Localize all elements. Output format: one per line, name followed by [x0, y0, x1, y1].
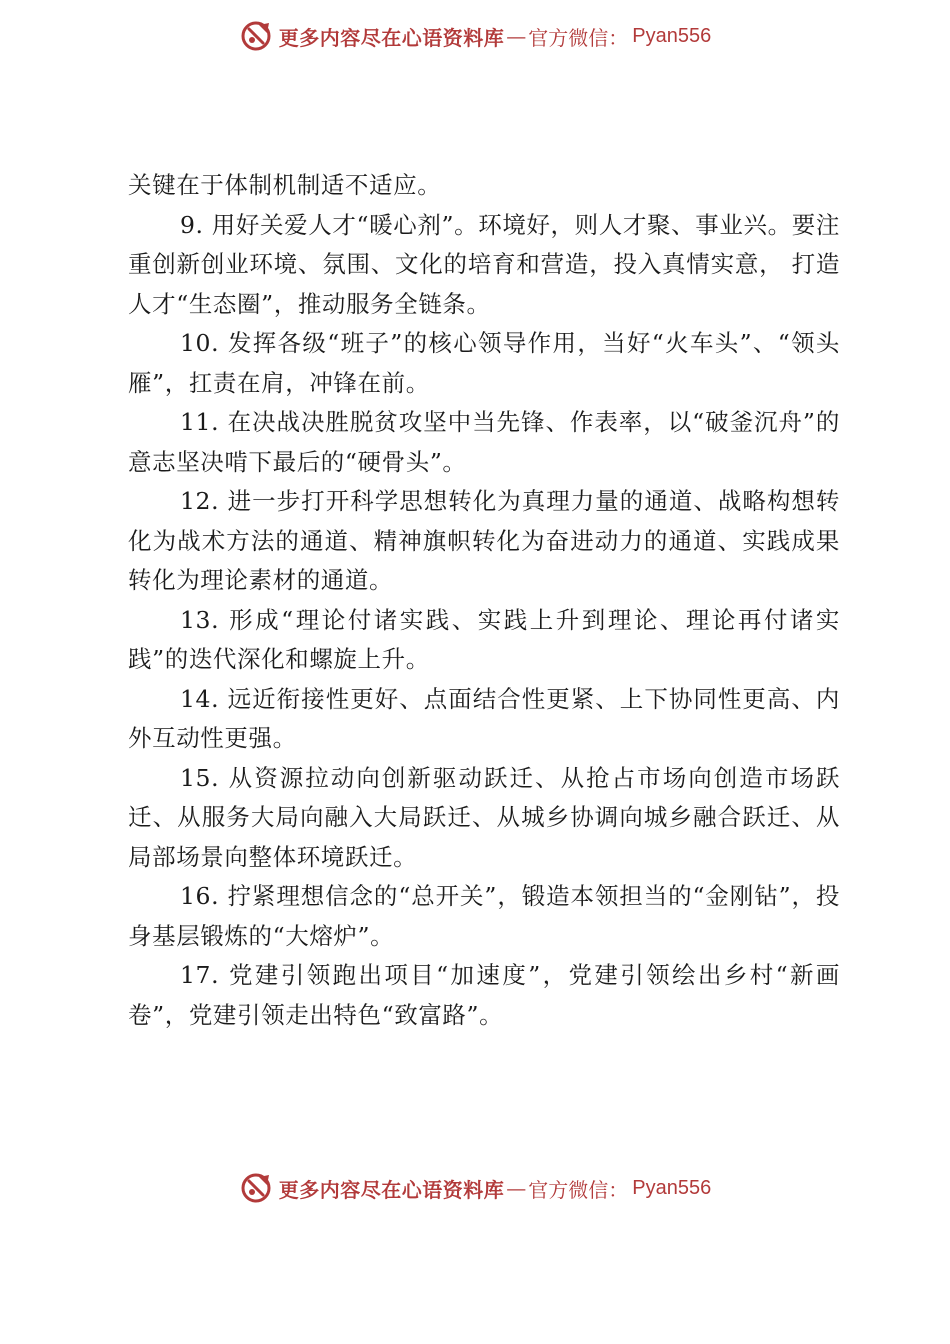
footer-banner	[0, 1168, 950, 1208]
continuation-paragraph: 关键在于体制机制适不适应。	[128, 171, 442, 199]
header-dash: —	[506, 24, 527, 48]
document-body	[128, 166, 840, 1035]
header-banner	[0, 16, 950, 56]
header-wechat-label: 官方微信：	[528, 25, 629, 50]
header-brand-text: 更多内容尽在心语资料库	[278, 25, 505, 50]
list-item: 15. 从资源拉动向创新驱动跃迁、从抢占市场向创造市场跃迁、从服务大局向融入大局跃迁、从城乡协调向城乡融合跃迁、从局部场景向整体环境跃迁。	[128, 763, 840, 871]
brand-logo-icon	[239, 1171, 273, 1205]
list-item: 9. 用好关爱人才“暖心剂”。环境好，则人才聚、事业兴。要注重创新创业环境、氛围、文化的培育和营造，投入真情实意， 打造人才“生态圈”，推动服务全链条。	[128, 210, 840, 318]
list-item: 11. 在决战决胜脱贫攻坚中当先锋、作表率，以“破釜沉舟”的意志坚决啃下最后的“硬骨头”。	[128, 408, 840, 476]
brand-logo-icon	[239, 19, 273, 53]
footer-wechat-label: 官方微信：	[528, 1177, 629, 1202]
list-item: 17. 党建引领跑出项目“加速度”，党建引领绘出乡村“新画卷”，党建引领走出特色“致富路”。	[128, 961, 840, 1029]
list-item: 10. 发挥各级“班子”的核心领导作用，当好“火车头”、“领头雁”，扛责在肩，冲锋在前。	[128, 329, 840, 397]
list-item: 12. 进一步打开科学思想转化为真理力量的通道、战略构想转化为战术方法的通道、精神旗帜转化为奋进动力的通道、实践成果转化为理论素材的通道。	[128, 487, 840, 594]
list-item: 14. 远近衔接性更好、点面结合性更紧、上下协同性更高、内外互动性更强。	[128, 684, 840, 752]
list-item: 16. 拧紧理想信念的“总开关”，锻造本领担当的“金刚钻”，投身基层锻炼的“大熔炉”。	[128, 882, 840, 950]
footer-wechat-id: Pyan556	[632, 1176, 712, 1199]
footer-brand-text: 更多内容尽在心语资料库	[278, 1177, 505, 1202]
header-wechat-id: Pyan556	[632, 24, 712, 47]
footer-dash: —	[506, 1176, 527, 1200]
list-item: 13. 形成“理论付诸实践、实践上升到理论、理论再付诸实践”的迭代深化和螺旋上升。	[128, 605, 840, 673]
